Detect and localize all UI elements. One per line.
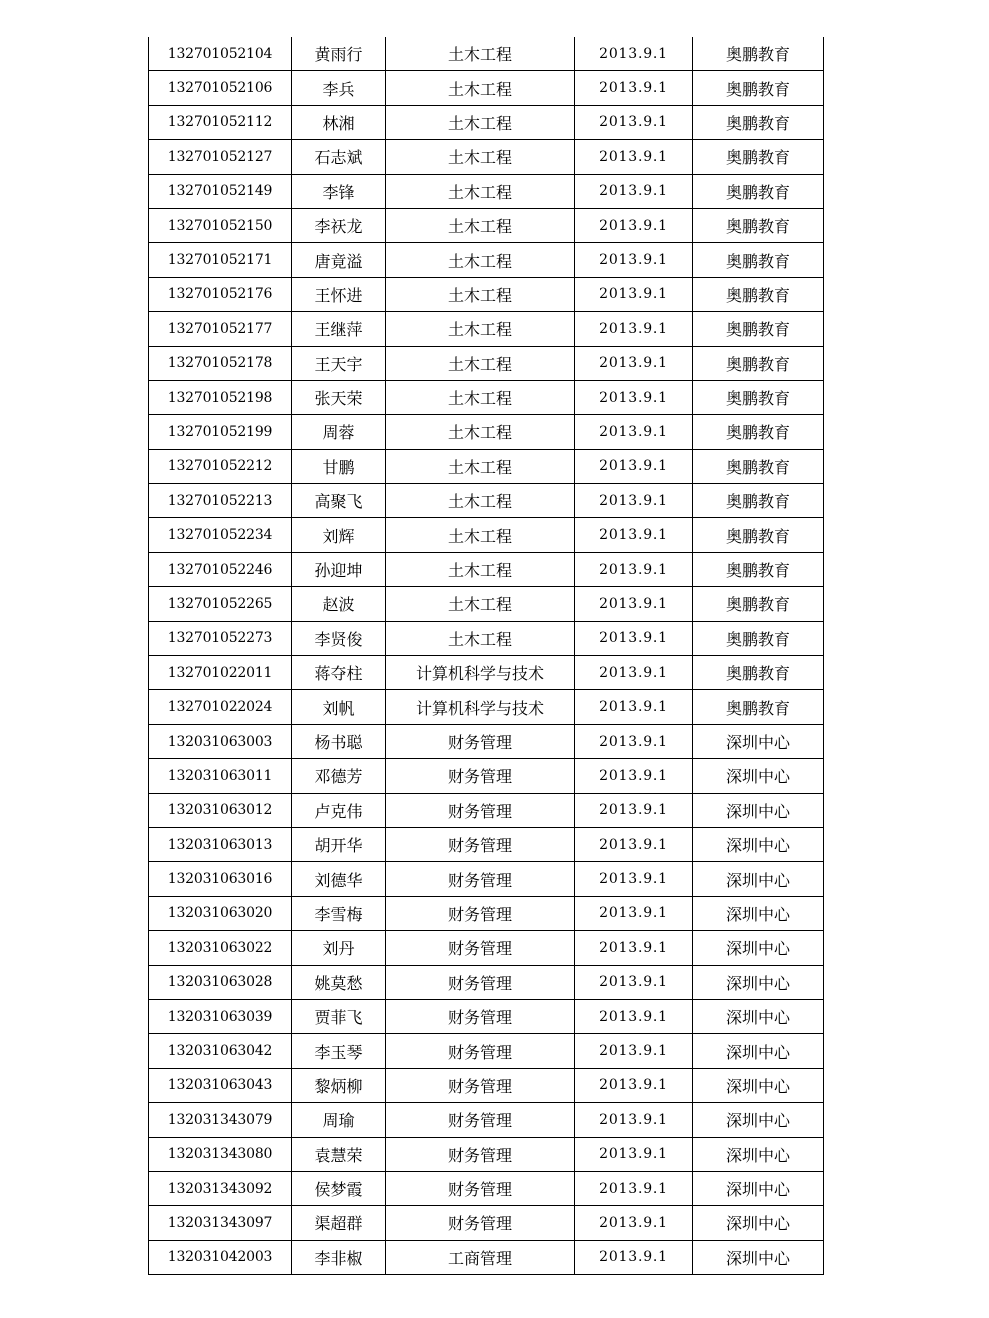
major-cell: 土木工程 (386, 518, 575, 552)
learning-center-cell: 奥鹏教育 (693, 587, 824, 621)
learning-center-cell: 奥鹏教育 (693, 690, 824, 724)
major-cell: 土木工程 (386, 243, 575, 277)
major-cell: 财务管理 (386, 793, 575, 827)
major-cell: 财务管理 (386, 1034, 575, 1068)
student-id-cell: 132701052150 (149, 208, 292, 242)
student-name-cell: 周蓉 (292, 415, 386, 449)
learning-center-cell: 深圳中心 (693, 1103, 824, 1137)
learning-center-cell: 深圳中心 (693, 1068, 824, 1102)
learning-center-cell: 深圳中心 (693, 793, 824, 827)
major-cell: 财务管理 (386, 759, 575, 793)
learning-center-cell: 深圳中心 (693, 1034, 824, 1068)
learning-center-cell: 奥鹏教育 (693, 552, 824, 586)
enroll-date-cell: 2013.9.1 (575, 759, 693, 793)
major-cell: 工商管理 (386, 1240, 575, 1274)
table-row (149, 346, 824, 380)
student-name-cell: 李兵 (292, 71, 386, 105)
enroll-date-cell: 2013.9.1 (575, 621, 693, 655)
major-cell: 土木工程 (386, 312, 575, 346)
major-cell: 财务管理 (386, 965, 575, 999)
student-id-cell: 132031343097 (149, 1206, 292, 1240)
learning-center-cell: 奥鹏教育 (693, 484, 824, 518)
table-row (149, 621, 824, 655)
learning-center-cell: 深圳中心 (693, 931, 824, 965)
student-name-cell: 刘德华 (292, 862, 386, 896)
table-row (149, 243, 824, 277)
table-row (149, 174, 824, 208)
student-name-cell: 黄雨行 (292, 37, 386, 71)
enroll-date-cell: 2013.9.1 (575, 37, 693, 71)
student-name-cell: 渠超群 (292, 1206, 386, 1240)
student-id-cell: 132701052104 (149, 37, 292, 71)
major-cell: 土木工程 (386, 105, 575, 139)
table-row (149, 552, 824, 586)
enroll-date-cell: 2013.9.1 (575, 208, 693, 242)
student-name-cell: 胡开华 (292, 827, 386, 861)
student-name-cell: 贾菲飞 (292, 999, 386, 1033)
learning-center-cell: 奥鹏教育 (693, 71, 824, 105)
student-id-cell: 132031063022 (149, 931, 292, 965)
learning-center-cell: 深圳中心 (693, 1240, 824, 1274)
enroll-date-cell: 2013.9.1 (575, 827, 693, 861)
student-name-cell: 李非椒 (292, 1240, 386, 1274)
learning-center-cell: 奥鹏教育 (693, 449, 824, 483)
learning-center-cell: 奥鹏教育 (693, 208, 824, 242)
student-id-cell: 132701052234 (149, 518, 292, 552)
student-name-cell: 刘帆 (292, 690, 386, 724)
learning-center-cell: 奥鹏教育 (693, 518, 824, 552)
enroll-date-cell: 2013.9.1 (575, 965, 693, 999)
table-row (149, 1137, 824, 1171)
student-id-cell: 132031063028 (149, 965, 292, 999)
student-id-cell: 132701052176 (149, 277, 292, 311)
student-roster-table (148, 37, 824, 1275)
enroll-date-cell: 2013.9.1 (575, 656, 693, 690)
enroll-date-cell: 2013.9.1 (575, 174, 693, 208)
major-cell: 土木工程 (386, 277, 575, 311)
enroll-date-cell: 2013.9.1 (575, 243, 693, 277)
enroll-date-cell: 2013.9.1 (575, 346, 693, 380)
major-cell: 计算机科学与技术 (386, 656, 575, 690)
student-name-cell: 唐竟溢 (292, 243, 386, 277)
learning-center-cell: 深圳中心 (693, 1171, 824, 1205)
student-id-cell: 132701052178 (149, 346, 292, 380)
table-row (149, 312, 824, 346)
major-cell: 土木工程 (386, 140, 575, 174)
learning-center-cell: 深圳中心 (693, 759, 824, 793)
student-name-cell: 王怀进 (292, 277, 386, 311)
student-id-cell: 132701052198 (149, 380, 292, 414)
learning-center-cell: 深圳中心 (693, 827, 824, 861)
table-row (149, 105, 824, 139)
student-id-cell: 132031063013 (149, 827, 292, 861)
enroll-date-cell: 2013.9.1 (575, 896, 693, 930)
student-name-cell: 邓德芳 (292, 759, 386, 793)
student-id-cell: 132031063016 (149, 862, 292, 896)
enroll-date-cell: 2013.9.1 (575, 552, 693, 586)
major-cell: 财务管理 (386, 896, 575, 930)
student-name-cell: 袁慧荣 (292, 1137, 386, 1171)
student-id-cell: 132701052177 (149, 312, 292, 346)
student-name-cell: 杨书聪 (292, 724, 386, 758)
learning-center-cell: 奥鹏教育 (693, 277, 824, 311)
student-id-cell: 132701052171 (149, 243, 292, 277)
student-id-cell: 132701022024 (149, 690, 292, 724)
roster-body (149, 37, 824, 1275)
table-row (149, 415, 824, 449)
enroll-date-cell: 2013.9.1 (575, 71, 693, 105)
major-cell: 财务管理 (386, 862, 575, 896)
table-row (149, 1034, 824, 1068)
learning-center-cell: 奥鹏教育 (693, 37, 824, 71)
table-row (149, 862, 824, 896)
major-cell: 土木工程 (386, 380, 575, 414)
student-name-cell: 赵波 (292, 587, 386, 621)
table-row (149, 380, 824, 414)
learning-center-cell: 奥鹏教育 (693, 656, 824, 690)
enroll-date-cell: 2013.9.1 (575, 1240, 693, 1274)
student-id-cell: 132031343092 (149, 1171, 292, 1205)
student-name-cell: 张天荣 (292, 380, 386, 414)
enroll-date-cell: 2013.9.1 (575, 312, 693, 346)
student-id-cell: 132701052212 (149, 449, 292, 483)
table-row (149, 793, 824, 827)
table-row (149, 827, 824, 861)
major-cell: 财务管理 (386, 1206, 575, 1240)
table-row (149, 37, 824, 71)
table-row (149, 759, 824, 793)
learning-center-cell: 奥鹏教育 (693, 312, 824, 346)
student-id-cell: 132031042003 (149, 1240, 292, 1274)
table-row (149, 484, 824, 518)
student-name-cell: 姚莫愁 (292, 965, 386, 999)
student-id-cell: 132701052127 (149, 140, 292, 174)
major-cell: 计算机科学与技术 (386, 690, 575, 724)
table-row (149, 690, 824, 724)
table-row (149, 518, 824, 552)
student-name-cell: 周瑜 (292, 1103, 386, 1137)
student-name-cell: 甘鹏 (292, 449, 386, 483)
enroll-date-cell: 2013.9.1 (575, 931, 693, 965)
student-id-cell: 132031063012 (149, 793, 292, 827)
major-cell: 土木工程 (386, 552, 575, 586)
learning-center-cell: 奥鹏教育 (693, 415, 824, 449)
enroll-date-cell: 2013.9.1 (575, 380, 693, 414)
student-name-cell: 侯梦霞 (292, 1171, 386, 1205)
enroll-date-cell: 2013.9.1 (575, 484, 693, 518)
major-cell: 土木工程 (386, 621, 575, 655)
enroll-date-cell: 2013.9.1 (575, 1034, 693, 1068)
student-id-cell: 132701052213 (149, 484, 292, 518)
table-row (149, 277, 824, 311)
table-row (149, 1068, 824, 1102)
table-row (149, 931, 824, 965)
student-name-cell: 高聚飞 (292, 484, 386, 518)
table-row (149, 896, 824, 930)
student-id-cell: 132031063039 (149, 999, 292, 1033)
learning-center-cell: 奥鹏教育 (693, 243, 824, 277)
table-row (149, 1171, 824, 1205)
student-name-cell: 黎炳柳 (292, 1068, 386, 1102)
enroll-date-cell: 2013.9.1 (575, 1103, 693, 1137)
student-id-cell: 132031343080 (149, 1137, 292, 1171)
student-id-cell: 132701022011 (149, 656, 292, 690)
enroll-date-cell: 2013.9.1 (575, 724, 693, 758)
learning-center-cell: 深圳中心 (693, 724, 824, 758)
learning-center-cell: 奥鹏教育 (693, 174, 824, 208)
table-row (149, 208, 824, 242)
student-id-cell: 132701052273 (149, 621, 292, 655)
major-cell: 土木工程 (386, 587, 575, 621)
enroll-date-cell: 2013.9.1 (575, 449, 693, 483)
major-cell: 土木工程 (386, 415, 575, 449)
student-name-cell: 李玉琴 (292, 1034, 386, 1068)
table-row (149, 1240, 824, 1274)
student-id-cell: 132701052199 (149, 415, 292, 449)
table-row (149, 656, 824, 690)
major-cell: 财务管理 (386, 999, 575, 1033)
enroll-date-cell: 2013.9.1 (575, 1068, 693, 1102)
enroll-date-cell: 2013.9.1 (575, 862, 693, 896)
enroll-date-cell: 2013.9.1 (575, 793, 693, 827)
student-name-cell: 李祆龙 (292, 208, 386, 242)
student-name-cell: 王继萍 (292, 312, 386, 346)
student-name-cell: 孙迎坤 (292, 552, 386, 586)
student-id-cell: 132031063011 (149, 759, 292, 793)
major-cell: 土木工程 (386, 174, 575, 208)
learning-center-cell: 深圳中心 (693, 965, 824, 999)
major-cell: 土木工程 (386, 208, 575, 242)
student-id-cell: 132031343079 (149, 1103, 292, 1137)
enroll-date-cell: 2013.9.1 (575, 1206, 693, 1240)
table-row (149, 724, 824, 758)
student-id-cell: 132031063042 (149, 1034, 292, 1068)
major-cell: 财务管理 (386, 1137, 575, 1171)
learning-center-cell: 深圳中心 (693, 896, 824, 930)
student-name-cell: 王天宇 (292, 346, 386, 380)
major-cell: 土木工程 (386, 37, 575, 71)
major-cell: 财务管理 (386, 1171, 575, 1205)
major-cell: 财务管理 (386, 827, 575, 861)
student-name-cell: 蒋夺柱 (292, 656, 386, 690)
student-name-cell: 刘丹 (292, 931, 386, 965)
learning-center-cell: 深圳中心 (693, 1206, 824, 1240)
enroll-date-cell: 2013.9.1 (575, 1171, 693, 1205)
student-name-cell: 卢克伟 (292, 793, 386, 827)
student-id-cell: 132701052265 (149, 587, 292, 621)
student-id-cell: 132031063020 (149, 896, 292, 930)
table-row (149, 1206, 824, 1240)
table-row (149, 71, 824, 105)
major-cell: 财务管理 (386, 1103, 575, 1137)
enroll-date-cell: 2013.9.1 (575, 518, 693, 552)
table-row (149, 449, 824, 483)
enroll-date-cell: 2013.9.1 (575, 1137, 693, 1171)
major-cell: 土木工程 (386, 346, 575, 380)
student-id-cell: 132031063003 (149, 724, 292, 758)
student-name-cell: 李贤俊 (292, 621, 386, 655)
enroll-date-cell: 2013.9.1 (575, 105, 693, 139)
enroll-date-cell: 2013.9.1 (575, 690, 693, 724)
enroll-date-cell: 2013.9.1 (575, 277, 693, 311)
major-cell: 财务管理 (386, 931, 575, 965)
student-name-cell: 李雪梅 (292, 896, 386, 930)
student-id-cell: 132701052149 (149, 174, 292, 208)
enroll-date-cell: 2013.9.1 (575, 587, 693, 621)
student-name-cell: 李锋 (292, 174, 386, 208)
table-row (149, 999, 824, 1033)
learning-center-cell: 深圳中心 (693, 999, 824, 1033)
learning-center-cell: 深圳中心 (693, 862, 824, 896)
learning-center-cell: 奥鹏教育 (693, 105, 824, 139)
student-name-cell: 林湘 (292, 105, 386, 139)
table-row (149, 965, 824, 999)
major-cell: 土木工程 (386, 71, 575, 105)
major-cell: 土木工程 (386, 484, 575, 518)
student-id-cell: 132031063043 (149, 1068, 292, 1102)
major-cell: 财务管理 (386, 724, 575, 758)
student-id-cell: 132701052106 (149, 71, 292, 105)
learning-center-cell: 奥鹏教育 (693, 346, 824, 380)
student-name-cell: 刘辉 (292, 518, 386, 552)
table-row (149, 587, 824, 621)
enroll-date-cell: 2013.9.1 (575, 415, 693, 449)
learning-center-cell: 奥鹏教育 (693, 380, 824, 414)
student-id-cell: 132701052246 (149, 552, 292, 586)
learning-center-cell: 深圳中心 (693, 1137, 824, 1171)
student-name-cell: 石志斌 (292, 140, 386, 174)
learning-center-cell: 奥鹏教育 (693, 621, 824, 655)
enroll-date-cell: 2013.9.1 (575, 140, 693, 174)
table-row (149, 140, 824, 174)
table-row (149, 1103, 824, 1137)
learning-center-cell: 奥鹏教育 (693, 140, 824, 174)
enroll-date-cell: 2013.9.1 (575, 999, 693, 1033)
major-cell: 财务管理 (386, 1068, 575, 1102)
major-cell: 土木工程 (386, 449, 575, 483)
student-id-cell: 132701052112 (149, 105, 292, 139)
